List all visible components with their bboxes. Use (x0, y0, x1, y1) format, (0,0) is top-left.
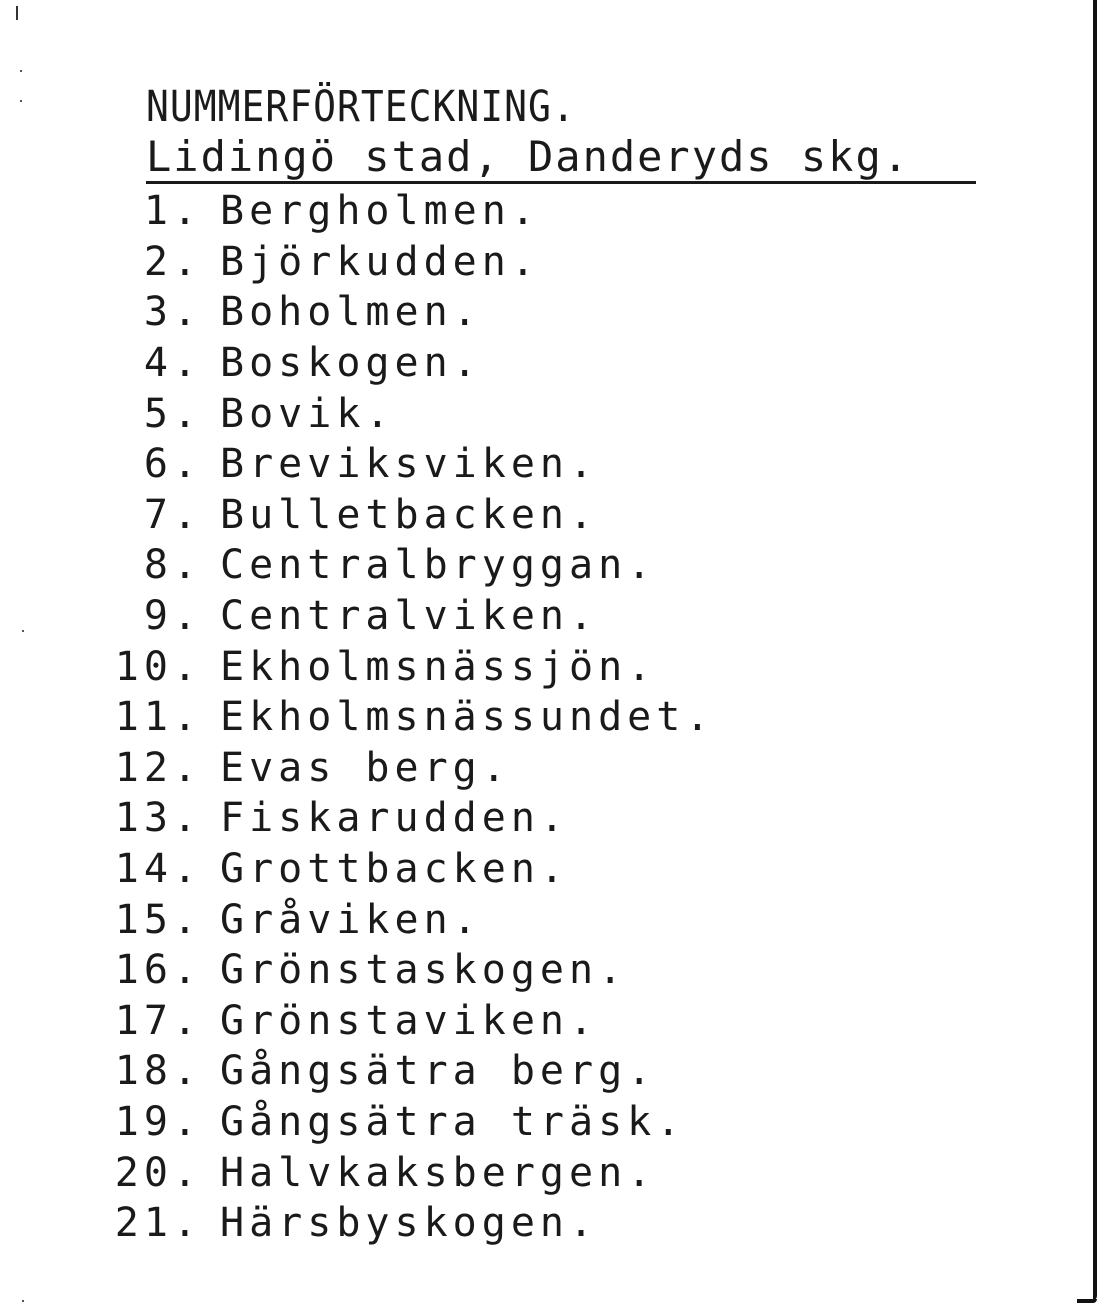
entry-name: Härsbyskogen. (220, 1200, 599, 1247)
list-item (100, 439, 1000, 490)
entry-name: Breviksviken. (220, 441, 599, 488)
entry-name: Grottbacken. (220, 846, 569, 893)
entry-name: Ekholmsnässundet. (220, 694, 715, 741)
entry-number: 21. (114, 1200, 202, 1247)
list-item (100, 692, 1000, 743)
list-item (100, 894, 1000, 945)
entry-number: 20. (114, 1149, 202, 1196)
document-heading: NUMMERFÖRTECKNING. (146, 82, 576, 132)
subheading-underline (146, 181, 976, 184)
list-item (100, 1147, 1000, 1198)
entry-name: Björkudden. (220, 238, 540, 285)
entry-name: Bovik. (220, 390, 395, 437)
list-item (100, 1097, 1000, 1148)
document-subheading: Lidingö stad, Danderyds skg. (146, 132, 911, 181)
entry-number: 8. (143, 542, 202, 589)
entry-name: Gångsätra träsk. (220, 1098, 686, 1145)
entry-number: 14. (114, 846, 202, 893)
entry-name: Fiskarudden. (220, 795, 569, 842)
entry-number: 19. (114, 1098, 202, 1145)
list-item (100, 743, 1000, 794)
list-item (100, 793, 1000, 844)
list-item (100, 844, 1000, 895)
list-item (100, 591, 1000, 642)
list-item (100, 338, 1000, 389)
entry-number: 17. (114, 997, 202, 1044)
list-item (100, 1046, 1000, 1097)
paper-speck (20, 100, 22, 102)
list-item (100, 996, 1000, 1047)
list-item (100, 1198, 1000, 1249)
entry-number: 6. (143, 441, 202, 488)
list-item (100, 945, 1000, 996)
card-border-corner (1077, 1299, 1097, 1303)
corner-mark (16, 6, 18, 20)
entry-number: 18. (114, 1048, 202, 1095)
entry-name: Boskogen. (220, 340, 482, 387)
list-item (100, 237, 1000, 288)
entry-number: 9. (143, 593, 202, 640)
entry-name: Grönstaskogen. (220, 947, 628, 994)
entry-name: Bergholmen. (220, 188, 540, 235)
entry-number: 3. (143, 289, 202, 336)
entry-number: 10. (114, 643, 202, 690)
entry-number: 1. (143, 188, 202, 235)
paper-speck (22, 1300, 24, 1302)
entry-name: Centralbryggan. (220, 542, 657, 589)
list-item (100, 540, 1000, 591)
entry-number: 4. (143, 340, 202, 387)
entry-number: 16. (114, 947, 202, 994)
paper-speck (22, 630, 24, 632)
entry-number: 2. (143, 238, 202, 285)
entry-name: Gångsätra berg. (220, 1048, 657, 1095)
entry-number: 5. (143, 390, 202, 437)
paper-speck (20, 70, 22, 72)
entry-name: Evas berg. (220, 744, 511, 791)
entry-name: Bulletbacken. (220, 491, 599, 538)
card-border-right (1093, 0, 1097, 1300)
entry-name: Gråviken. (220, 896, 482, 943)
entry-name: Halvkaksbergen. (220, 1149, 657, 1196)
entry-name: Grönstaviken. (220, 997, 599, 1044)
list-item (100, 490, 1000, 541)
list-item (100, 287, 1000, 338)
entry-number: 11. (114, 694, 202, 741)
list-item (100, 388, 1000, 439)
entry-number: 12. (114, 744, 202, 791)
entry-name: Ekholmsnässjön. (220, 643, 657, 690)
entry-name: Boholmen. (220, 289, 482, 336)
entry-number: 7. (143, 491, 202, 538)
entry-number: 13. (114, 795, 202, 842)
entry-number: 15. (114, 896, 202, 943)
list-item (100, 186, 1000, 237)
entry-name: Centralviken. (220, 593, 599, 640)
list-item (100, 641, 1000, 692)
entry-list (100, 186, 1000, 1248)
